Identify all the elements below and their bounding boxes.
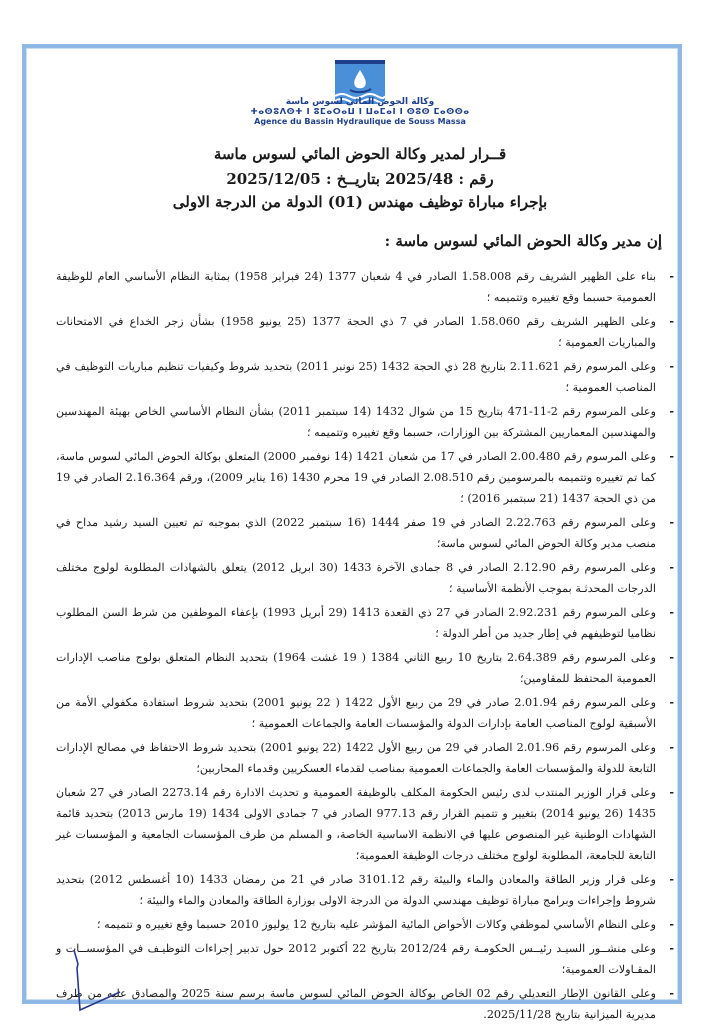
consideration-item bbox=[56, 914, 674, 935]
bullet-dash: - bbox=[669, 404, 674, 418]
consideration-text: وعلى قرار وزير الطاقة والمعادن والماء والبيئة رقم 3101.12 صادر في 21 من رمضان 1433 (10 أغسطس 2012) بتحديد شروط وإجراءات وبرامج مباراة توظيف مهندسي الدولة من الدرجة الاولى بوزارة الطاقة والمعادن والماء والبيئة ؛ bbox=[56, 873, 656, 907]
consideration-item bbox=[56, 512, 674, 554]
consideration-item bbox=[56, 401, 674, 443]
consideration-text: وعلى المرسوم رقم 2.12.90 الصادر في 8 جمادى الآخرة 1433 (30 ابريل 2012) يتعلق بالشهادات المطلوبة لولوج مختلف الدرجات المحدثـة بموجب الأنظمة الأساسية ؛ bbox=[56, 561, 657, 595]
consideration-item bbox=[56, 311, 674, 353]
consideration-text: وعلى القانون الإطار التعديلي رقم 02 الخاص بوكالة الحوض المائي لسوس ماسة برسم سنة 2025 والمصادق عليه من طرف مديرية الميزانية بتاريخ 2025/11/28. bbox=[56, 987, 656, 1021]
consideration-item bbox=[56, 356, 674, 398]
bullet-dash: - bbox=[669, 740, 674, 754]
consideration-item bbox=[56, 557, 674, 599]
consideration-text: وعلى قرار الوزير المنتدب لدى رئيس الحكومة المكلف بالوظيفة العمومية و تحديث الادارة رقم 2273.14 الصادر في 27 شعبان 1435 (26 يونيو 2014) بتغيير و تتميم القرار رقم 977.13 الصادر في 7 جمادى الاولى 1434 (19 مارس 2013) بتحديد قائمة الشهادات الوطنية غير المنصوص عليها في الانظمة الاساسية الخاصة، و المسلم من طرف المؤسسات الجامعية و المؤسسات غير التابعة للجامعة، المطلوبة لولوج مختلف درجات الوظيفة العمومية؛ bbox=[56, 786, 657, 862]
consideration-text: وعلى المرسوم رقم 2.01.96 الصادر في 29 من ربيع الأول 1422 (22 يونيو 2001) بتحديد شروط الاحتفاظ في مصالح الإدارات التابعة للدولة والمؤسسات العامة والجماعات العمومية بمناصب لقدماء العسكريين وقدماء المحاربين؛ bbox=[56, 741, 657, 775]
consideration-text: وعلى المرسوم رقم 2.00.480 الصادر في 17 من شعبان 1421 (14 نوفمبر 2000) المتعلق بوكالة الحوض المائي لسوس ماسة، كما تم تغييره وتتميمه بالمرسومين رقم 2.08.510 الصادر في 19 محرم 1430 (16 يناير 2009)، ورقم 2.16.364 الصادر في 19 من ذي الحجة 1437 (21 سبتمبر 2016) ؛ bbox=[56, 450, 657, 505]
bullet-dash: - bbox=[669, 650, 674, 664]
consideration-text: وعلى منشــور السيـد رئيــس الحكومـة رقم 2012/24 بتاريخ 22 أكتوبر 2012 حول تدبير إجراءات التوظيـف في المؤسســات و المقـاولات العمومية؛ bbox=[56, 942, 656, 976]
consideration-item bbox=[56, 869, 674, 911]
considerations-list bbox=[56, 266, 674, 1028]
bullet-dash: - bbox=[669, 605, 674, 619]
intro-heading: إن مدير وكالة الحوض المائي لسوس ماسة : bbox=[384, 232, 662, 250]
consideration-text: وعلى المرسوم رقم 2.64.389 بتاريخ 10 ربيع الثاني 1384 ( 19 غشت 1964) بتحديد النظام المتعلق بولوج مناصب الإدارات العمومية المحتفظ للمقاومين؛ bbox=[56, 651, 656, 685]
bullet-dash: - bbox=[669, 560, 674, 574]
consideration-item bbox=[56, 782, 674, 866]
bullet-dash: - bbox=[669, 917, 674, 931]
consideration-text: وعلى المرسوم رقم 2.22.763 الصادر في 19 صفر 1444 (16 سبتمبر 2022) الذي بموجبه تم تعيين السيد رشيد مداح في منصب مدير وكالة الحوض المائي لسوس ماسة؛ bbox=[56, 516, 656, 550]
bullet-dash: - bbox=[669, 941, 674, 955]
consideration-text: وعلى المرسوم رقم 2.01.94 صادر في 29 من ربيع الأول 1422 ( 22 يونيو 2001) بتحديد شروط استفادة مكفولي الأمة من الأسبقية لولوج المناصب العامة بإدارات الدولة والمؤسسات العامة والجماعات العمومية ؛ bbox=[56, 696, 657, 730]
consideration-text: وعلى المرسوم رقم 2-11-471 بتاريخ 15 من شوال 1432 (14 سبتمبر 2011) بشأن النظام الأساسي الخاص بهيئة المهندسين والمهندسين المعماريين المشتركة بين الوزارات، حسبما وقع تغييره وتتميمه ؛ bbox=[56, 405, 656, 439]
bullet-dash: - bbox=[669, 872, 674, 886]
bullet-dash: - bbox=[669, 695, 674, 709]
agency-name-arabic: وكالة الحوض المائي لسوس ماسة bbox=[285, 97, 435, 107]
consideration-item bbox=[56, 692, 674, 734]
decision-title: قــرار لمدير وكالة الحوض المائي لسوس ماسة bbox=[213, 145, 507, 163]
consideration-text: وعلى النظام الأساسي لموظفي وكالات الأحواض المائية المؤشر عليه بتاريخ 12 يوليوز 2010 حسبما وقع تغييره و تتميمه ؛ bbox=[96, 918, 656, 931]
consideration-item bbox=[56, 647, 674, 689]
decision-subject: بإجراء مباراة توظيف مهندس (01) الدولة من الدرجة الاولى bbox=[172, 193, 548, 211]
consideration-text: وعلى المرسوم رقم 2.11.621 بتاريخ 28 ذي الحجة 1432 (25 نونبر 2011) بتحديد شروط وكيفيات تنظيم مباريات التوظيف في المناصب العمومية ؛ bbox=[56, 360, 657, 394]
bullet-dash: - bbox=[669, 269, 674, 283]
bullet-dash: - bbox=[669, 986, 674, 1000]
bullet-dash: - bbox=[669, 449, 674, 463]
bullet-dash: - bbox=[669, 785, 674, 799]
consideration-text: بناء على الظهير الشريف رقم 1.58.008 الصادر في 4 شعبان 1377 (24 فبراير 1958) بمثابة النظام الأساسي العام للوظيفة العمومية حسبما وقع تغييره وتتميمه ؛ bbox=[56, 270, 657, 304]
bullet-dash: - bbox=[669, 359, 674, 373]
bullet-dash: - bbox=[669, 515, 674, 529]
consideration-text: وعلى المرسوم رقم 2.92.231 الصادر في 27 ذي القعدة 1413 (29 أبريل 1993) بإعفاء الموظفين من شرط السن المطلوب نظاميا لتوظيفهم في إطار جديد من أطر الدولة ؛ bbox=[56, 606, 657, 640]
consideration-item bbox=[56, 266, 674, 308]
handwritten-signature bbox=[60, 940, 160, 1020]
consideration-item bbox=[56, 446, 674, 509]
consideration-text: وعلى الظهير الشريف رقم 1.58.060 الصادر في 7 ذي الحجة 1377 (25 يونيو 1958) بشأن زجر الخداع في الامتحانات والمباريات العمومية ؛ bbox=[56, 315, 657, 349]
agency-name-french: Agence du Bassin Hydraulique de Souss Massa bbox=[254, 117, 466, 126]
logo-top-bar bbox=[335, 60, 385, 64]
decision-number-date: رقم : 2025/48 بتاريــخ : 2025/12/05 bbox=[226, 170, 494, 188]
consideration-item bbox=[56, 602, 674, 644]
agency-name-tifinagh: ⵜⴰⵙⵓⴷⵙⵜ ⵏ ⵓⵎⴰⵔⴰⵡ ⵏ ⵡⴰⵎⴰⵏ ⵏ ⵙⵓⵙ ⵎⴰⵙⵙⴰ bbox=[250, 107, 470, 117]
bullet-dash: - bbox=[669, 314, 674, 328]
consideration-item bbox=[56, 737, 674, 779]
